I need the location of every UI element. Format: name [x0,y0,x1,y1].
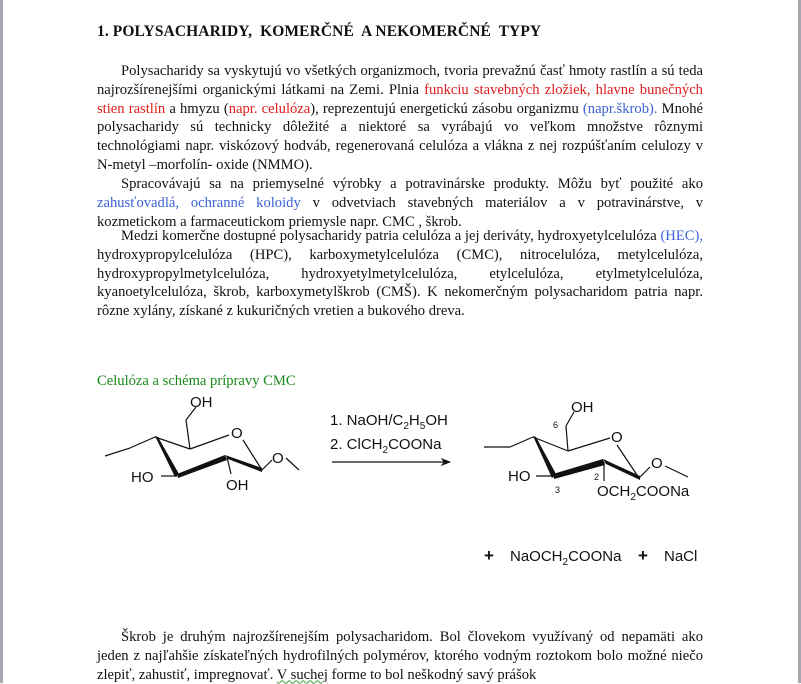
chain-bond [510,437,533,447]
text-run: Polysacharidy sa vyskytujú vo všetkých organizmoch, tvoria prevažnú časť hmoty rastlín a sú teda najrozšírenejšími organickými látkami na Zemi. Plnia [97,63,703,98]
plus-sign: + [638,546,648,565]
byproducts [484,546,697,568]
glyco-bond [639,467,650,478]
highlight-red: napr. celulóza [228,100,311,117]
text-run: v odvetviach stavebných materiálov a v potravinárstve, v kozmetickom a farmaceutickom priemysle napr. CMC , škrob. [97,194,704,230]
position-label-3: 3 [555,485,561,495]
byproduct-sodium-glycolate: NaOCH$_2$COONa [510,548,622,568]
ch2-bond [186,420,190,449]
ring-bond [190,435,229,449]
byproduct-nacl: NaCl [664,548,698,565]
ch2-bond [566,426,568,451]
atom-label-ho: HO [131,469,154,486]
position-label-6: 6 [553,420,559,430]
atom-label-ring-o: O [611,429,623,446]
text-run: Mnohé polysacharidy sú technicky dôležité a niektoré sa vyrábajú vo veľkom množstve rôznymi technológiami napr. viskózový hodváb, regenerovaná celulóza a vlákna z nej rozpúšťaním celulozy v N-metyl –morfolín- oxide (NMMO). [97,100,703,173]
highlight-blue: (HEC), [660,228,703,244]
wedge-bond [177,455,227,478]
condition-step-1: 1. NaOH/$C_2H_5OH$ [330,412,448,432]
chain-bond [130,437,155,448]
condition-step-2: 2. ClCH$_2$COONa [330,436,442,456]
text-run: Spracovávajú sa na priemyselné výrobky a potravinárske produkty. Môžu byť použité ako [121,176,703,192]
glyco-bond [262,460,272,470]
scheme-caption: Celulóza a schéma prípravy CMC [97,373,296,389]
text-run: Medzi komerčne dostupné polysacharidy patria celulóza a jej deriváty, hydroxyetylcelulóza [121,228,661,244]
atom-label-oh: OH [190,394,213,411]
highlight-red: funkciu stavebných zložiek, hlavne bunečných stien rastlín [97,81,703,117]
methyl-bond [665,466,688,477]
text-run: hydroxypropylcelulóza (HPC), karboxymetylcelulóza (CMC), nitrocelulóza, metylcelulóza, hydroxypropylmetylcelulóza, hydroxyetylmetylcelulóza, etylcelulóza, etylmetylcelulóza, kyanoetylcelulóza, škrob, karboxymetylškrob (CMŠ). K nekomerčným polysacharidom patria napr. rôzne xylány, získané z kukuričných vretien a bukového dreva. [97,246,703,320]
ring-bond [568,438,610,451]
chain-bond [105,448,130,456]
methyl-bond [286,458,299,470]
wedge-bond [225,455,262,472]
wedge-bond [155,436,179,477]
carboxymethyl-group: $OCH_2COONa$ [597,483,690,503]
reaction-conditions [330,412,448,456]
plus-sign: + [484,546,494,565]
wedge-bond [533,436,556,478]
atom-label-o: O [651,455,663,472]
atom-label-oh: OH [226,477,249,494]
position-label-2: 2 [594,472,600,482]
wedge-bond [603,459,640,480]
atom-label-ho: HO [508,468,531,485]
text-run: ), reprezentujú energetickú zásobu organizmu [310,100,583,117]
section-heading: 1. POLYSACHARIDY, KOMERČNÉ A NEKOMERČNÉ TYPY [97,23,542,40]
atom-label-ring-o: O [231,425,243,442]
text-run: forme to bol neškodný savý prášok [327,666,537,683]
text-run: Škrob je druhým najrozšírenejším polysacharidom. Bol človekom využívaný od nepamäti ako jeden z najľahšie získateľných hydrofilných polymérov, ktorého vodným roztokom bolo možné niečo zlepiť, zahustiť, impregnovať. [97,629,703,683]
text-run: a hmyzu ( [165,100,229,117]
atom-label-o: O [272,450,284,467]
highlight-blue: (napr.škrob). [582,100,658,117]
highlight-blue: zahusťovadlá, ochranné koloidy [97,194,301,211]
atom-label-oh: OH [571,399,594,416]
spellcheck-underlined-text[interactable]: V suchej [276,666,328,683]
